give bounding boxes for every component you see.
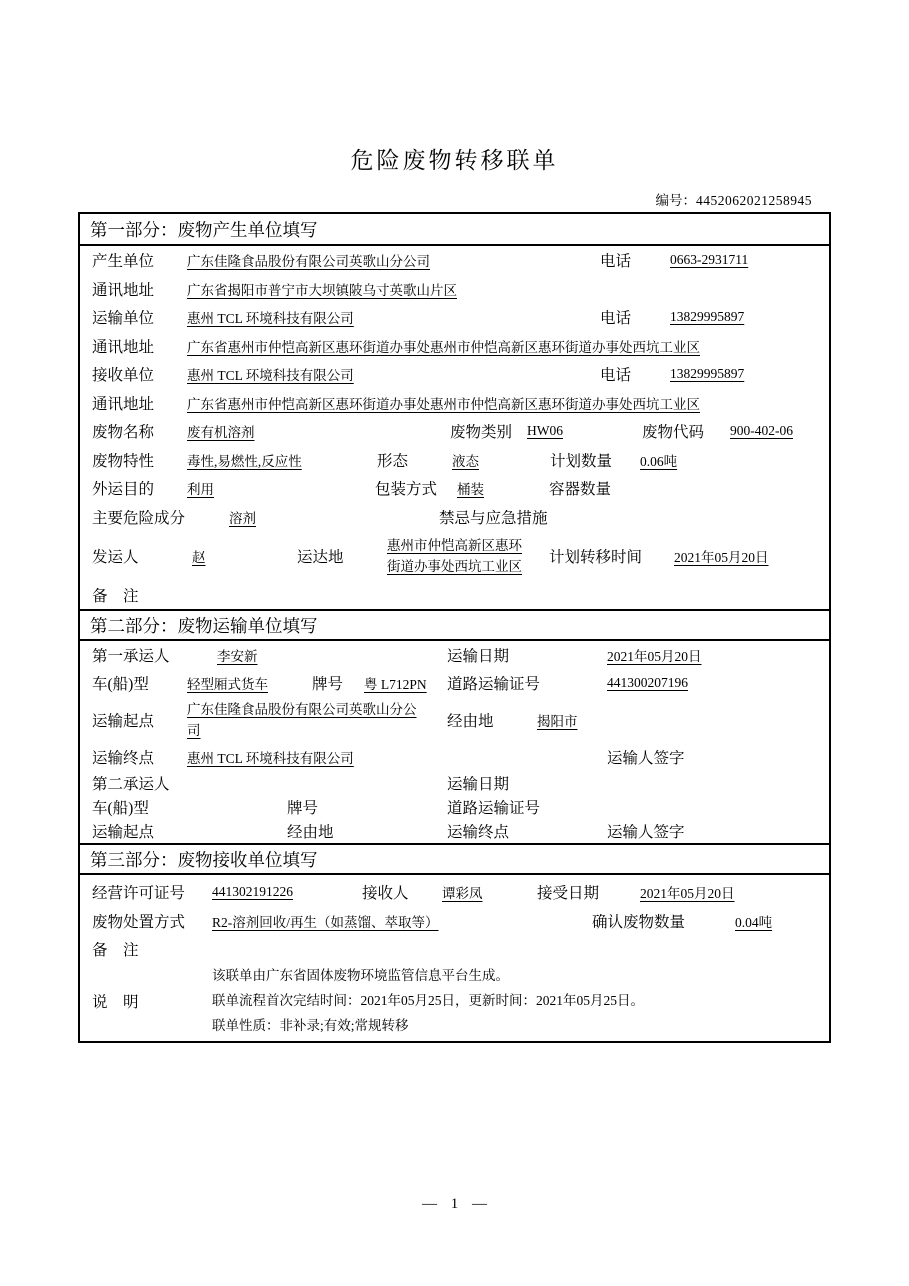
hazard-component-value: 溶剂: [229, 510, 256, 526]
part2-header: 第二部分：废物运输单位填写: [80, 611, 829, 641]
disposal-method-value: R2-溶剂回收/再生（如蒸馏、萃取等）: [212, 914, 439, 930]
transport-date1-value: 2021年05月20日: [607, 649, 702, 664]
waste-code-label: 废物代码: [642, 424, 705, 442]
terminus2-label: 运输终点: [447, 824, 510, 841]
physical-form-label: 形态: [377, 452, 409, 470]
origin1-label: 运输起点: [92, 713, 155, 730]
page-title: 危险废物转移联单: [350, 148, 559, 173]
waste-category-value: HW06: [527, 423, 563, 439]
transport-date2-label: 运输日期: [447, 776, 510, 793]
confirmed-qty-label: 确认废物数量: [592, 913, 686, 931]
row-origin1: [80, 697, 829, 743]
transporter-address-value: 广东省惠州市仲恺高新区惠环街道办事处惠州市仲恺高新区惠环街道办事处西坑工业区: [187, 339, 700, 355]
waste-category-label: 废物类别: [450, 424, 513, 442]
row-carrier2: [80, 771, 829, 795]
waste-property-value: 毒性,易燃性,反应性: [187, 453, 302, 469]
waste-name-value: 废有机溶剂: [187, 425, 255, 441]
manifest-table: [78, 212, 831, 1043]
terminus1-label: 运输终点: [92, 750, 155, 767]
destination-label: 运达地: [297, 548, 344, 566]
row-receiver-address: [80, 389, 829, 418]
row-vehicle1: [80, 669, 829, 697]
license-no-value: 441302191226: [212, 884, 293, 900]
producer-phone-value: 0663-2931711: [670, 252, 749, 268]
row-receiver: [80, 360, 829, 389]
vehicle-type1-value: 轻型厢式货车: [187, 677, 268, 692]
via1-value: 揭阳市: [537, 714, 578, 729]
consignor-label: 发运人: [92, 548, 139, 566]
planned-qty-value: 0.06吨: [640, 453, 678, 469]
carrier1-label: 第一承运人: [92, 648, 170, 665]
plate1-value: 粤 L712PN: [364, 677, 427, 692]
receiver-label: 接收单位: [92, 367, 155, 385]
row-carrier1: [80, 641, 829, 669]
plate2-label: 牌号: [287, 800, 319, 817]
destination-value: 惠州市仲恺高新区惠环街道办事处西坑工业区: [387, 537, 522, 574]
note-line-3: 联单性质：非补录;有效;常规转移: [212, 1018, 409, 1033]
receiver-value: 惠州 TCL 环境科技有限公司: [187, 368, 354, 384]
note-lines: [212, 963, 644, 1038]
container-qty-label: 容器数量: [549, 481, 612, 499]
planned-transfer-date-label: 计划转移时间: [549, 548, 643, 566]
producer-value: 广东佳隆食品股份有限公司英歌山分公司: [187, 254, 430, 270]
row-part3-remark: [80, 935, 829, 963]
origin2-label: 运输起点: [92, 824, 155, 841]
terminus1-value: 惠州 TCL 环境科技有限公司: [187, 751, 354, 766]
waste-property-label: 废物特性: [92, 452, 155, 470]
carrier-sign1-label: 运输人签字: [607, 750, 685, 767]
waste-name-label: 废物名称: [92, 424, 155, 442]
row-disposal: [80, 907, 829, 936]
emergency-label: 禁忌与应急措施: [439, 509, 548, 527]
transporter-phone-value: 13829995897: [670, 309, 745, 325]
disposal-method-label: 废物处置方式: [92, 913, 186, 931]
receiver-person-label: 接收人: [362, 885, 409, 903]
carrier2-label: 第二承运人: [92, 776, 170, 793]
purpose-value: 利用: [187, 482, 214, 498]
row-vehicle2: [80, 795, 829, 819]
receiver-person-value: 谭彩凤: [442, 886, 483, 902]
planned-qty-label: 计划数量: [550, 452, 613, 470]
vehicle-type2-label: 车(船)型: [92, 800, 149, 817]
part3-remark-label: 备 注: [92, 942, 139, 959]
part3-header: 第三部分：废物接收单位填写: [80, 845, 829, 875]
note-line-2: 联单流程首次完结时间：2021年05月25日，更新时间：2021年05月25日。: [212, 993, 644, 1008]
carrier1-value: 李安新: [217, 649, 258, 664]
section-part1: [80, 214, 829, 609]
plate1-label: 牌号: [312, 676, 344, 693]
row-transporter: [80, 303, 829, 332]
doc-number: [656, 189, 813, 209]
vehicle-type1-label: 车(船)型: [92, 676, 149, 693]
road-permit2-label: 道路运输证号: [447, 800, 541, 817]
producer-address-label: 通讯地址: [92, 281, 155, 299]
producer-phone-label: 电话: [600, 253, 632, 271]
receive-date-value: 2021年05月20日: [640, 886, 735, 902]
row-note: [80, 963, 829, 1038]
license-no-label: 经营许可证号: [92, 885, 186, 903]
row-producer: [80, 246, 829, 275]
origin1-value: 广东佳隆食品股份有限公司英歌山分公司: [187, 702, 417, 738]
transporter-phone-label: 电话: [600, 310, 632, 328]
doc-number-label: 编号：: [655, 193, 696, 208]
page-number: — 1 —: [422, 1196, 487, 1212]
row-producer-address: [80, 275, 829, 304]
part1-header: 第一部分：废物产生单位填写: [80, 214, 829, 246]
packaging-label: 包装方式: [375, 481, 438, 499]
producer-label: 产生单位: [92, 253, 155, 271]
consignor-value: 赵: [192, 549, 206, 565]
transporter-value: 惠州 TCL 环境科技有限公司: [187, 311, 354, 327]
section-part2: [80, 609, 829, 843]
row-purpose: [80, 474, 829, 503]
row-license: [80, 878, 829, 907]
physical-form-value: 液态: [452, 453, 479, 469]
carrier-sign2-label: 运输人签字: [607, 824, 685, 841]
receiver-address-label: 通讯地址: [92, 395, 155, 413]
row-part1-remark: [80, 580, 829, 609]
packaging-value: 桶装: [457, 482, 484, 498]
road-permit1-label: 道路运输证号: [447, 676, 541, 693]
row-origin2: [80, 819, 829, 843]
row-transporter-address: [80, 332, 829, 361]
receive-date-label: 接受日期: [537, 885, 600, 903]
confirmed-qty-value: 0.04吨: [735, 914, 773, 930]
transporter-label: 运输单位: [92, 310, 155, 328]
waste-code-value: 900-402-06: [730, 423, 793, 439]
planned-transfer-date-value: 2021年05月20日: [674, 549, 769, 565]
row-consignor: [80, 531, 829, 580]
section-part3: [80, 843, 829, 1038]
transporter-address-label: 通讯地址: [92, 338, 155, 356]
receiver-phone-value: 13829995897: [670, 366, 745, 382]
hazard-component-label: 主要危险成分: [92, 509, 186, 527]
via1-label: 经由地: [447, 713, 494, 730]
note-line-1: 该联单由广东省固体废物环境监管信息平台生成。: [212, 968, 509, 983]
row-hazard-component: [80, 503, 829, 532]
purpose-label: 外运目的: [92, 481, 155, 499]
receiver-address-value: 广东省惠州市仲恺高新区惠环街道办事处惠州市仲恺高新区惠环街道办事处西坑工业区: [187, 396, 700, 412]
note-label: 说 明: [92, 993, 139, 1011]
via2-label: 经由地: [287, 824, 334, 841]
transport-date1-label: 运输日期: [447, 648, 510, 665]
doc-number-value: 4452062021258945: [696, 193, 812, 208]
row-terminus1: [80, 743, 829, 771]
part1-remark-label: 备 注: [92, 587, 139, 605]
road-permit1-value: 441300207196: [607, 675, 688, 690]
receiver-phone-label: 电话: [600, 367, 632, 385]
row-waste-name: [80, 417, 829, 446]
producer-address-value: 广东省揭阳市普宁市大坝镇陂乌寸英歌山片区: [187, 282, 457, 298]
row-waste-property: [80, 446, 829, 475]
